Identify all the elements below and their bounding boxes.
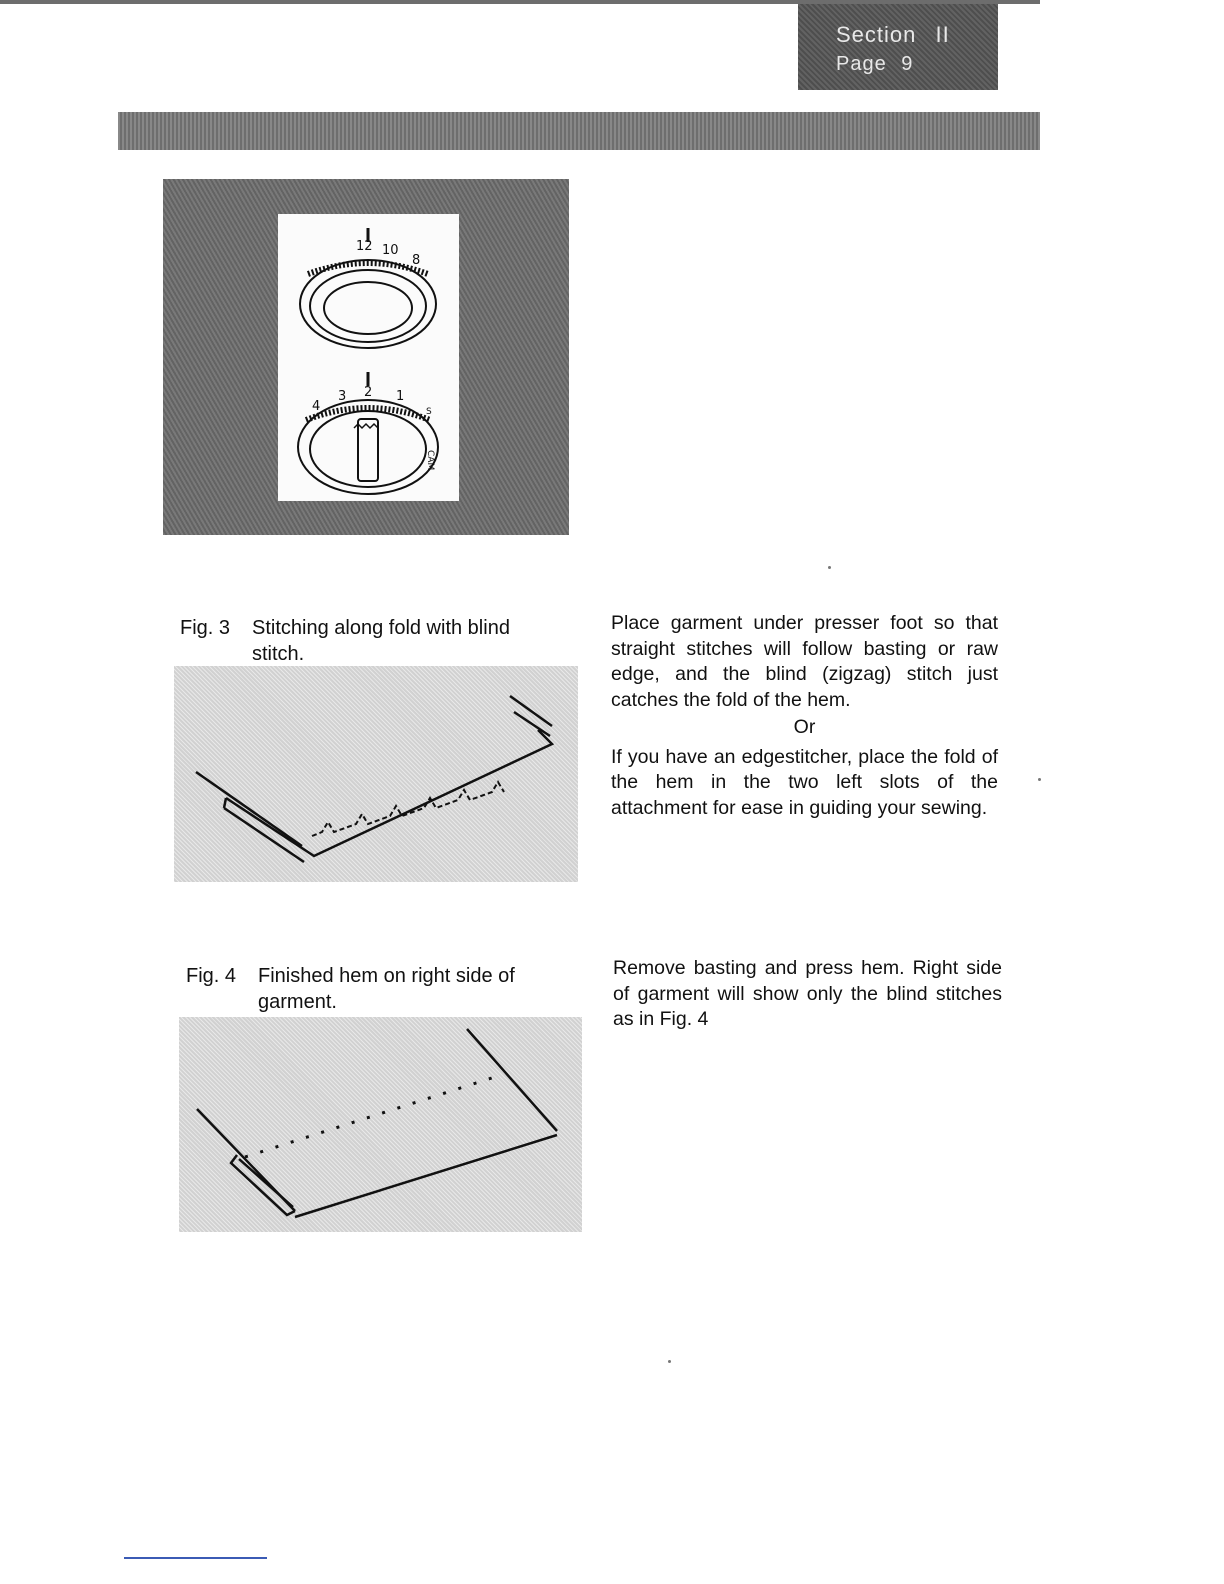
fig3-caption-line1	[180, 615, 580, 641]
instruction-para1: Place garment under presser foot so that straight stitches will follow basting or raw edge, and the blind (zigzag) stitch just catches the fold of the hem.	[611, 612, 998, 711]
length-dial-inner-ring	[310, 270, 426, 342]
fig4-caption-line1	[186, 963, 582, 989]
fig4-instructions	[613, 956, 1002, 1033]
fig3-caption-line2: stitch.	[252, 643, 305, 665]
fig3-caption	[180, 615, 580, 667]
instruction-para2: If you have an edgestitcher, place the fold of the hem in the two left slots of the attachment for ease in guiding your sewing.	[611, 745, 998, 819]
hem-lower-edge	[295, 1135, 557, 1217]
fig3-instructions	[611, 611, 998, 821]
length-tick-10: 10	[382, 243, 399, 258]
fig4-drawing	[179, 1017, 582, 1232]
fig3-illustration	[174, 666, 578, 882]
cam-label: CAM	[425, 450, 435, 471]
fig4-illustration	[179, 1017, 582, 1232]
page-heading	[836, 53, 913, 76]
fabric-edge-line	[196, 772, 302, 846]
width-dial-inner	[310, 411, 426, 487]
section-numeral: II	[935, 22, 950, 47]
length-tick-12: 12	[356, 239, 373, 254]
length-tick-8: 8	[412, 253, 421, 268]
width-tick-3: 3	[338, 389, 347, 404]
blind-stitch-dots	[245, 1075, 501, 1157]
hem-inner-edge	[239, 1159, 293, 1207]
bottom-link-underline	[124, 1557, 267, 1559]
section-label: Section	[836, 22, 917, 47]
hem-fold-outline	[226, 730, 552, 856]
section-page-tab	[798, 4, 998, 90]
instruction-para3: Remove basting and press hem. Right side of garment will show only the blind stitches as in Fig. 4	[613, 957, 1002, 1030]
fig3-caption-text: Stitching along fold with blind	[252, 617, 510, 639]
length-dial-center	[324, 282, 412, 334]
fabric-top-edge	[510, 696, 552, 726]
scan-speck	[1038, 778, 1041, 781]
fig4-caption	[186, 963, 582, 1015]
section-heading	[836, 22, 950, 48]
fig4-caption-line2: garment.	[258, 991, 337, 1013]
fig3-drawing	[174, 666, 578, 882]
width-tick-4: 4	[312, 399, 321, 414]
instruction-or: Or	[793, 716, 816, 738]
width-tick-1: 1	[396, 389, 405, 404]
hem-lower-edge	[224, 808, 304, 862]
blind-stitch-line	[312, 782, 504, 836]
dials-illustration-card	[278, 214, 459, 501]
width-dial-knob	[358, 419, 378, 481]
hem-fold-corner	[231, 1155, 295, 1215]
page-label: Page	[836, 53, 887, 75]
scan-speck	[668, 1360, 671, 1363]
hem-fold-corner	[224, 798, 226, 808]
fig4-caption-text: Finished hem on right side of	[258, 965, 515, 987]
page-number: 9	[901, 53, 914, 75]
fig4-number: Fig. 4	[186, 965, 237, 987]
scan-speck	[828, 566, 831, 569]
header-band	[118, 112, 1040, 150]
dials-drawing	[278, 214, 459, 501]
width-tick-s: S	[426, 407, 432, 417]
fabric-inner-edge	[514, 712, 550, 736]
dials-figure	[163, 179, 569, 535]
fig3-number: Fig. 3	[180, 617, 231, 639]
width-tick-2: 2	[364, 385, 373, 400]
fabric-top-edge	[467, 1029, 557, 1131]
